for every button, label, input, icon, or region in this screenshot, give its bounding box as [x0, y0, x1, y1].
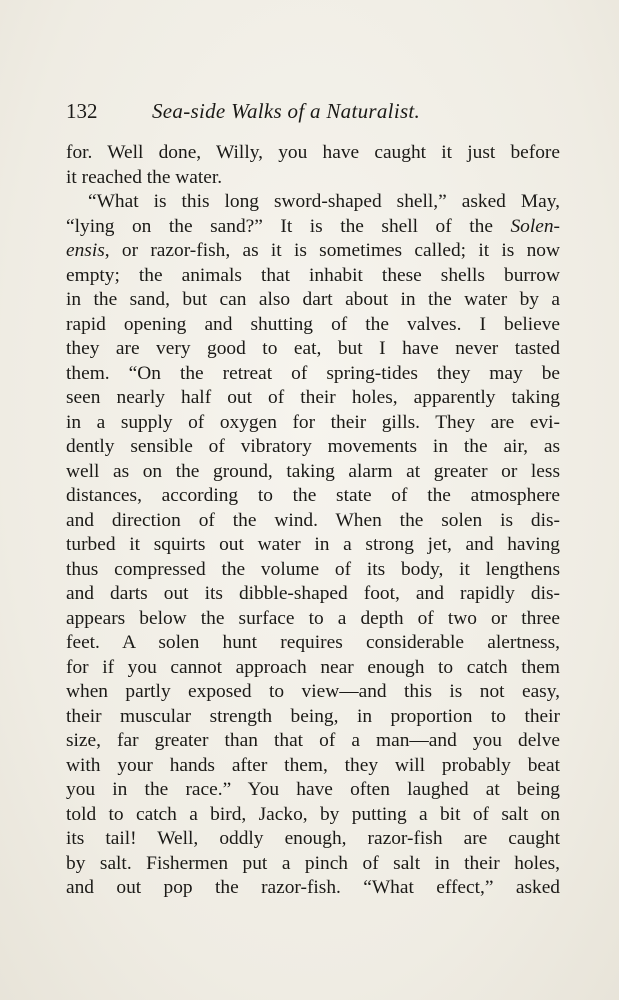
text-line: and direction of the wind. When the solen is dis- — [66, 509, 560, 531]
text-line: with your hands after them, they will probably beat — [66, 754, 560, 776]
text-line: and darts out its dibble-shaped foot, and rapidly dis- — [66, 583, 560, 604]
text-line: them. “On the retreat of spring-tides they may be — [66, 362, 560, 384]
text-line: “What is this long sword-shaped shell,” asked May, — [88, 191, 560, 212]
text-line: in the sand, but can also dart about in the water by a — [66, 289, 560, 310]
text-line: it reached the water. — [66, 166, 223, 188]
running-title: Sea-side Walks of a Naturalist. — [152, 99, 421, 123]
text-line: thus compressed the volume of its body, it lengthens — [66, 558, 560, 580]
text-line: and out pop the razor-fish. “What effect,” asked — [66, 877, 560, 898]
text-line: turbed it squirts out water in a strong jet, and having — [66, 534, 560, 555]
text-line: you in the race.” You have often laughed at being — [66, 779, 560, 800]
text-line: in a supply of oxygen for their gills. They are evi- — [66, 411, 560, 433]
text-line: rapid opening and shutting of the valves. I believe — [66, 313, 560, 335]
text-line: “lying on the sand?” It is the shell of the Solen- — [66, 215, 560, 237]
text-line: appears below the surface to a depth of two or three — [66, 607, 560, 629]
text-line: they are very good to eat, but I have never tasted — [66, 338, 560, 359]
page-header — [66, 96, 560, 126]
text-line: empty; the animals that inhabit these shells burrow — [66, 264, 560, 286]
text-line: its tail! Well, oddly enough, razor-fish are caught — [66, 828, 560, 849]
text-line: by salt. Fishermen put a pinch of salt in their holes, — [66, 852, 560, 874]
text-line: size, far greater than that of a man—and you delve — [66, 730, 560, 751]
text-line: told to catch a bird, Jacko, by putting a bit of salt on — [66, 803, 560, 825]
text-line: seen nearly half out of their holes, apparently taking — [66, 387, 560, 408]
page-number: 132 — [66, 99, 98, 123]
body-text — [66, 141, 560, 901]
text-line: for if you cannot approach near enough to catch them — [66, 656, 560, 678]
text-line: distances, according to the state of the atmosphere — [66, 485, 560, 506]
text-line: ensis, or razor-fish, as it is sometimes called; it is now — [66, 240, 560, 261]
text-line: feet. A solen hunt requires considerable alertness, — [66, 632, 560, 653]
text-line: well as on the ground, taking alarm at greater or less — [66, 460, 560, 482]
text-line: for. Well done, Willy, you have caught it just before — [66, 142, 560, 163]
text-line: when partly exposed to view—and this is not easy, — [66, 681, 560, 702]
text-line: their muscular strength being, in proportion to their — [66, 705, 560, 727]
text-line: dently sensible of vibratory movements in the air, as — [66, 436, 560, 457]
